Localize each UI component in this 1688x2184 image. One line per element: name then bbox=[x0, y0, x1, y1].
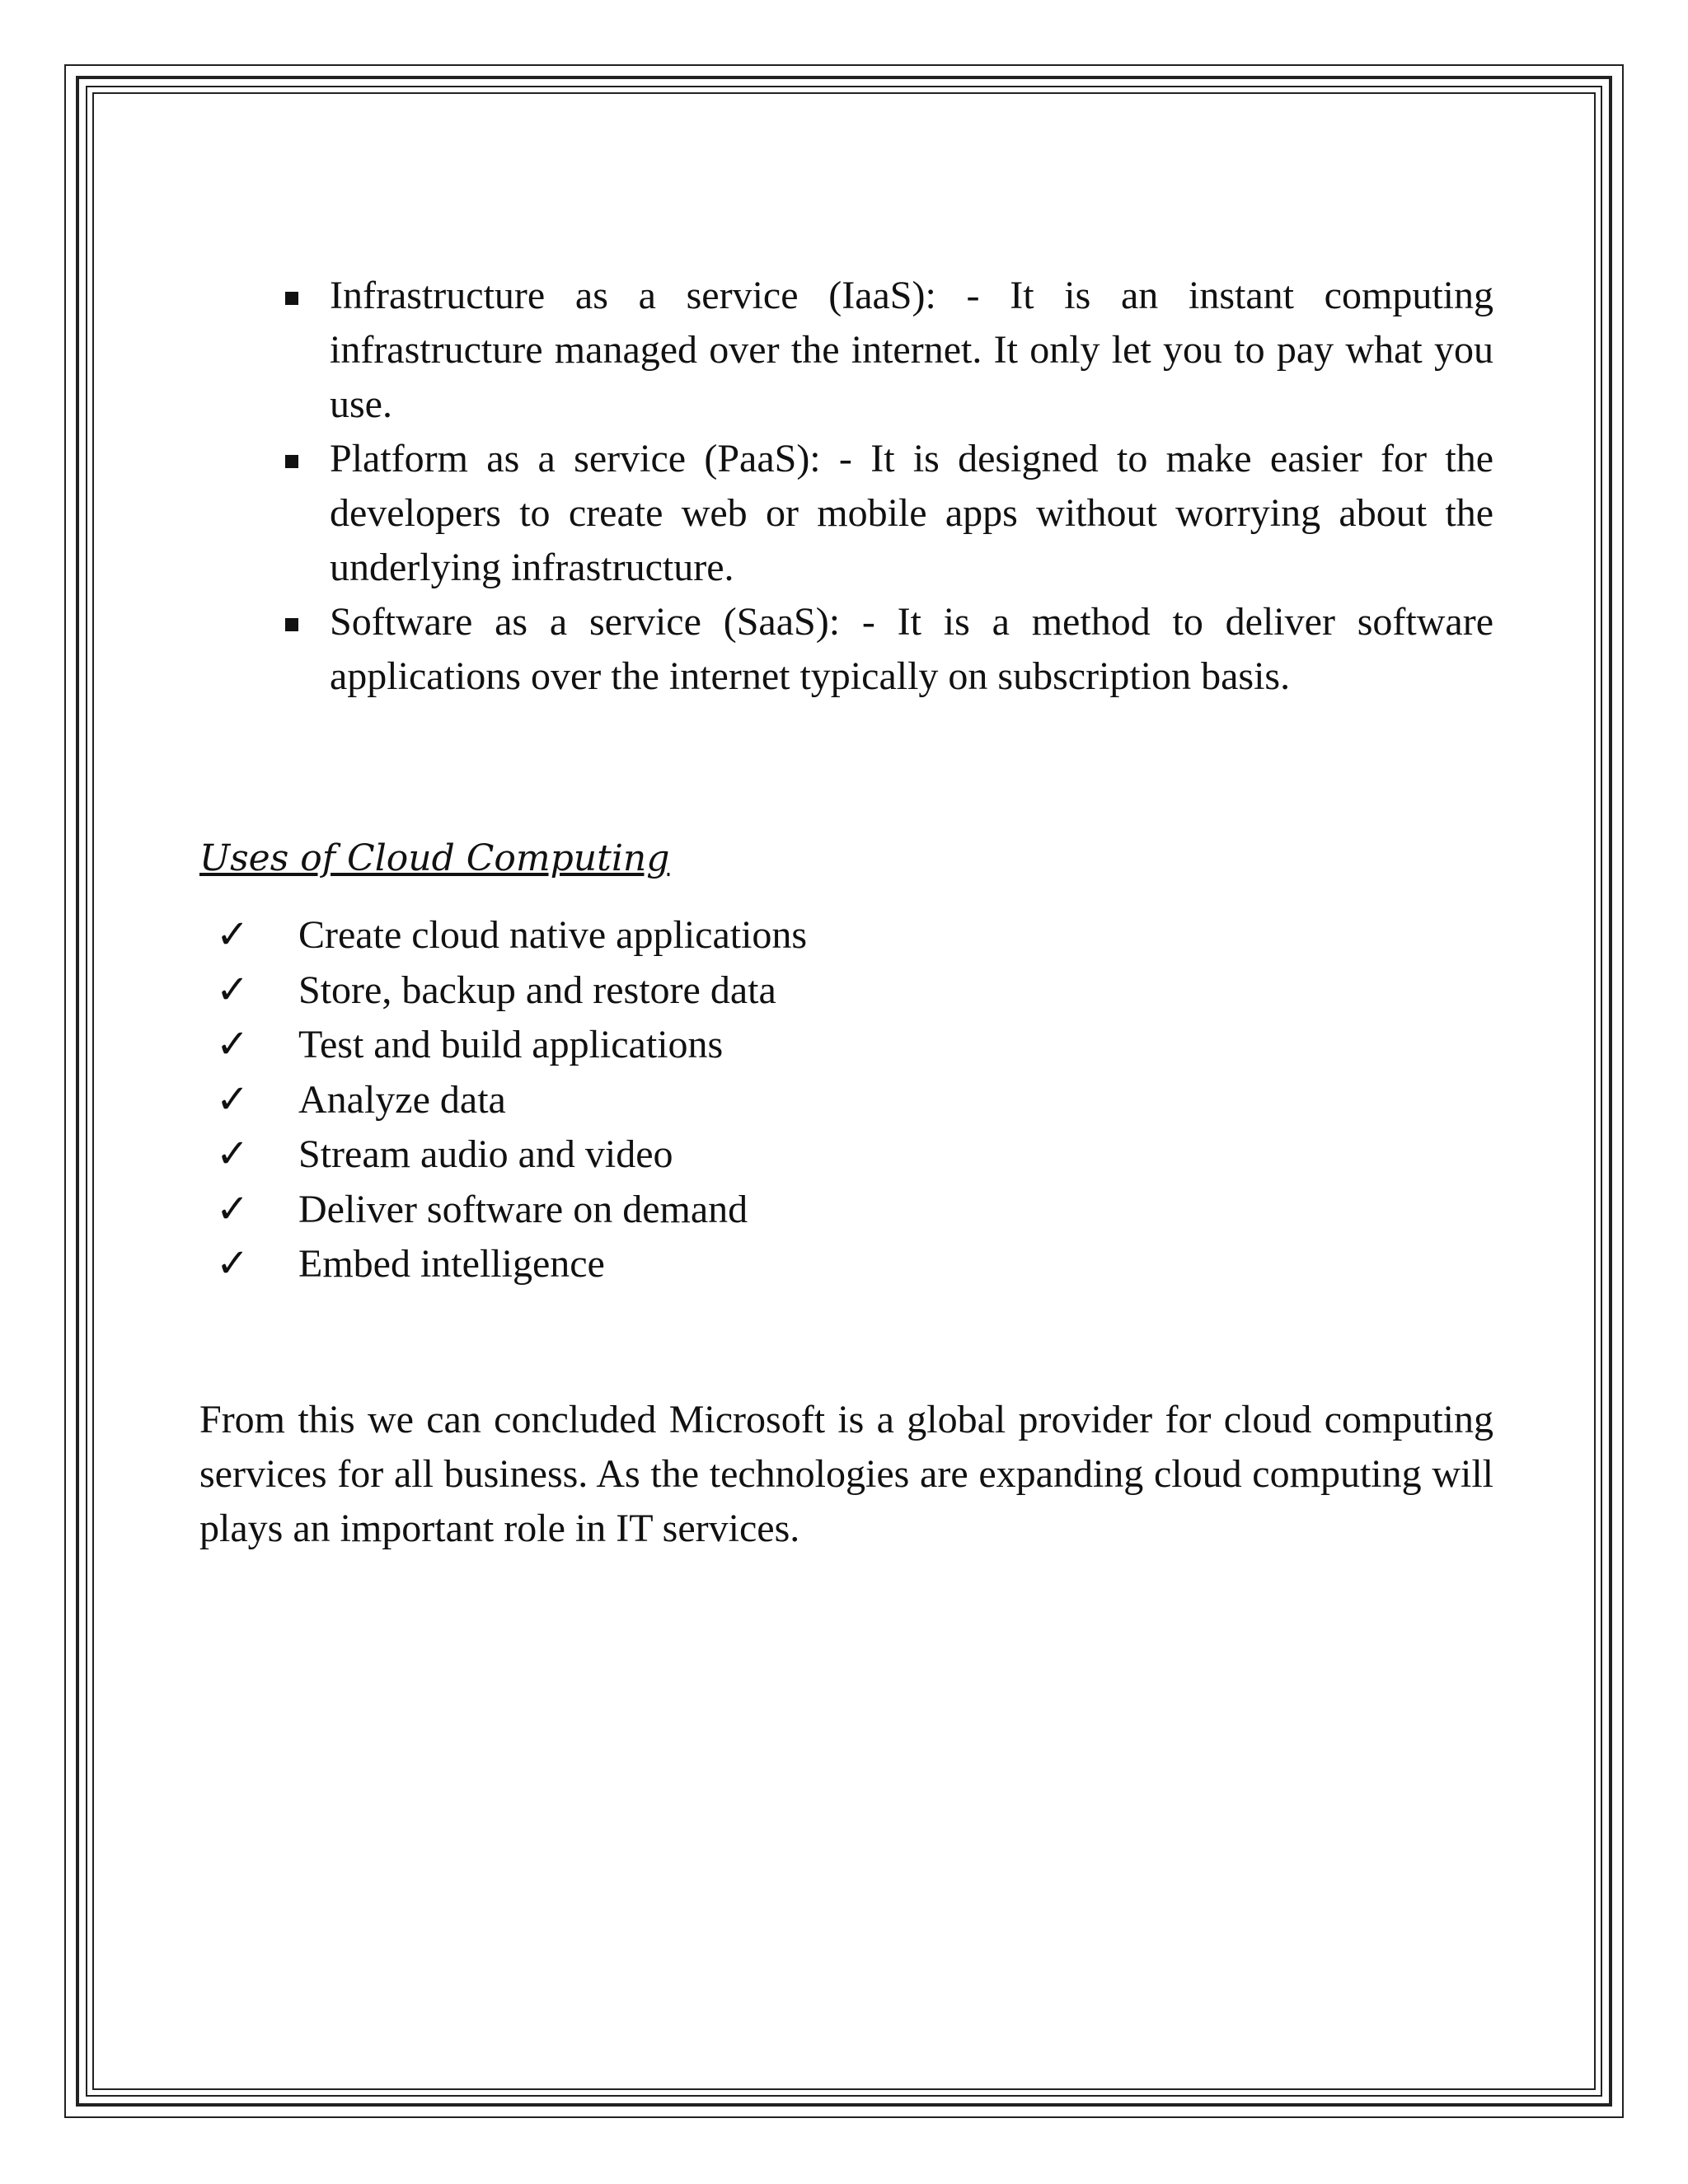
list-item-text: Platform as a service (PaaS): - It is designed to make easier for the developers to create web or mobile apps without worrying about the underlying infrastructure. bbox=[330, 437, 1493, 589]
conclusion-paragraph: From this we can concluded Microsoft is a global provider for cloud computing services for all business. As the technologies are expanding cloud computing will plays an important role in IT services. bbox=[199, 1397, 1493, 1550]
checkmark-icon: ✓ bbox=[216, 913, 250, 957]
section-heading-uses: Uses of Cloud Computing bbox=[199, 837, 670, 879]
checkmark-icon: ✓ bbox=[216, 1023, 250, 1066]
list-item-text: Software as a service (SaaS): - It is a method to deliver software applications over the internet typically on subscription basis. bbox=[330, 600, 1493, 698]
list-item-text: Embed intelligence bbox=[298, 1242, 605, 1286]
list-item bbox=[199, 1073, 1493, 1128]
checkmark-icon: ✓ bbox=[216, 968, 250, 1012]
square-bullet-icon bbox=[285, 455, 298, 468]
list-item bbox=[199, 963, 1493, 1019]
list-item bbox=[199, 1127, 1493, 1183]
list-item-iaas bbox=[282, 269, 1493, 432]
list-item-text: Create cloud native applications bbox=[298, 913, 808, 957]
list-item bbox=[199, 1018, 1493, 1073]
list-item bbox=[199, 908, 1493, 963]
checkmark-icon: ✓ bbox=[216, 1187, 250, 1231]
list-item-saas bbox=[282, 595, 1493, 704]
list-item-text: Test and build applications bbox=[298, 1023, 724, 1066]
list-item-text: Store, backup and restore data bbox=[298, 968, 776, 1012]
list-item bbox=[199, 1237, 1493, 1292]
square-bullet-icon bbox=[285, 618, 298, 631]
service-models-list bbox=[282, 269, 1493, 704]
checkmark-icon: ✓ bbox=[216, 1132, 250, 1176]
uses-checklist bbox=[199, 908, 1493, 1292]
list-item-paas bbox=[282, 432, 1493, 595]
page-content bbox=[199, 269, 1493, 1556]
list-item-text: Analyze data bbox=[298, 1077, 506, 1122]
list-item-text: Deliver software on demand bbox=[298, 1187, 748, 1231]
checkmark-icon: ✓ bbox=[216, 1077, 250, 1122]
list-item-text: Infrastructure as a service (IaaS): - It is an instant computing infrastructure managed over the internet. It only let you to pay what you use. bbox=[330, 274, 1493, 426]
checkmark-icon: ✓ bbox=[216, 1242, 250, 1286]
square-bullet-icon bbox=[285, 292, 298, 305]
list-item-text: Stream audio and video bbox=[298, 1132, 673, 1176]
list-item bbox=[199, 1183, 1493, 1238]
